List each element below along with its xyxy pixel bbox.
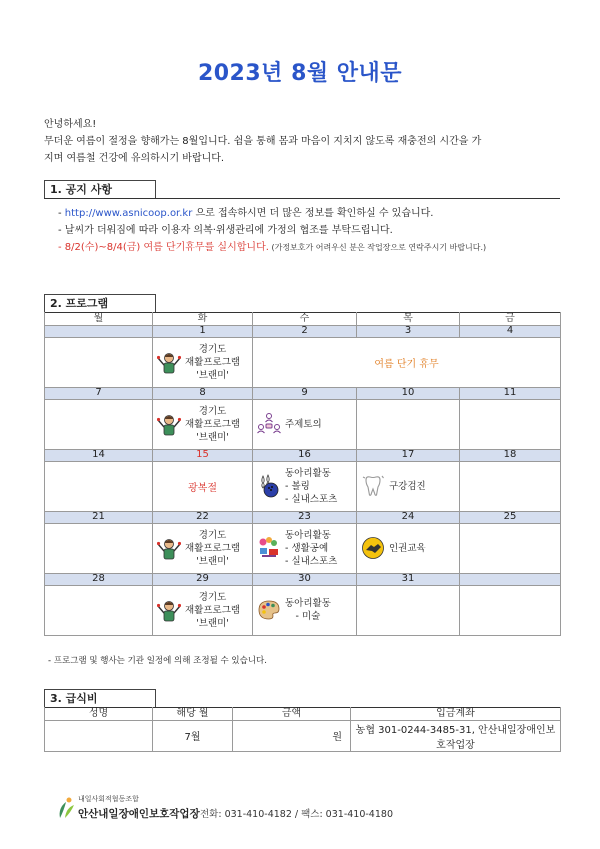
- date: 11: [460, 387, 561, 399]
- column-header: 입금계좌: [351, 707, 561, 720]
- page-title: 2023년 8월 안내문: [197, 61, 403, 86]
- greeting-line: 무더운 여름이 절정을 향해가는 8월입니다. 쉼을 통해 몸과 마음이 지치지 않도록 재충전의 시간을 가: [44, 136, 482, 147]
- bowling-icon: [257, 474, 281, 498]
- cheering-person-icon: [157, 598, 181, 622]
- date: 25: [460, 511, 561, 523]
- weekday: 금: [460, 312, 561, 325]
- event-line: 구강검진: [389, 480, 426, 492]
- event-cell: [253, 461, 357, 511]
- tooth-icon: [361, 474, 385, 498]
- empty-cell: [460, 461, 561, 511]
- month-cell: 7월: [153, 720, 233, 751]
- date: 21: [45, 511, 153, 523]
- empty-cell: [45, 399, 153, 449]
- date: 28: [45, 573, 153, 585]
- event-line: 인권교육: [389, 542, 426, 554]
- notice-break: - 8/2(수)~8/4(금) 여름 단기휴무를 실시합니다.: [58, 242, 269, 253]
- cheering-person-icon: [157, 536, 181, 560]
- cheering-person-icon: [157, 350, 181, 374]
- event-line: 동아리활동: [285, 598, 331, 609]
- notice-list: [58, 205, 568, 256]
- notice-note: (가정보호가 어려우신 분은 작업장으로 연락주시기 바랍니다.): [268, 243, 487, 252]
- notice-item: [58, 205, 568, 222]
- account-cell: 농협 301-0244-3485-31, 안산내일장애인보호작업장: [351, 720, 561, 751]
- program-calendar: [44, 312, 561, 636]
- date: 29: [153, 573, 253, 585]
- event-row: [45, 337, 561, 387]
- empty-cell: [45, 523, 153, 573]
- date: 18: [460, 449, 561, 461]
- event-line: 경기도: [198, 405, 227, 417]
- event-line: 동아리활동: [285, 529, 331, 541]
- event-cell: [357, 461, 460, 511]
- date: 14: [45, 449, 153, 461]
- empty-cell: [357, 399, 460, 449]
- event-cell: [253, 399, 357, 449]
- event-line: - 실내스포츠: [285, 555, 338, 567]
- date-row: [45, 325, 561, 337]
- date: 23: [253, 511, 357, 523]
- event-line: - 실내스포츠: [285, 493, 338, 505]
- event-line: 경기도: [198, 591, 227, 603]
- event-cell: [253, 585, 357, 635]
- date-row: [45, 449, 561, 461]
- date-row: [45, 511, 561, 523]
- date-holiday: 15: [153, 449, 253, 461]
- fee-header-row: [45, 707, 561, 720]
- event-line: '브랜미': [196, 617, 229, 629]
- name-cell: [45, 720, 153, 751]
- event-line: 재활프로그램: [185, 542, 241, 554]
- website-link[interactable]: http://www.asnicoop.or.kr: [64, 208, 193, 219]
- footer: [56, 794, 556, 824]
- empty-cell: [45, 461, 153, 511]
- liberation-day-cell: 광복절: [153, 461, 253, 511]
- date: 22: [153, 511, 253, 523]
- date: 10: [357, 387, 460, 399]
- event-cell: [153, 399, 253, 449]
- date: 24: [357, 511, 460, 523]
- event-line: - 미술: [295, 611, 321, 622]
- date: 31: [357, 573, 460, 585]
- event-line: - 생활공예: [285, 542, 329, 554]
- event-line: - 볼링: [285, 480, 310, 492]
- weekday: 화: [153, 312, 253, 325]
- date: 4: [460, 325, 561, 337]
- leaf-logo-icon: [56, 796, 76, 820]
- event-cell: [253, 523, 357, 573]
- handshake-icon: [361, 536, 385, 560]
- event-line: '브랜미': [196, 555, 229, 567]
- empty-cell: [460, 399, 561, 449]
- org-name: 안산내일장애인보호작업장: [78, 808, 200, 820]
- event-line: 재활프로그램: [185, 356, 241, 368]
- date: 30: [253, 573, 357, 585]
- event-cell: [153, 337, 253, 387]
- group-discussion-icon: [257, 412, 281, 436]
- divider: [44, 198, 560, 199]
- program-footnote: - 프로그램 및 행사는 기관 일정에 의해 조정될 수 있습니다.: [48, 656, 267, 666]
- event-line: 재활프로그램: [185, 604, 241, 616]
- event-row: [45, 461, 561, 511]
- event-line: '브랜미': [196, 431, 229, 443]
- date: 3: [357, 325, 460, 337]
- date: [45, 325, 153, 337]
- date-row: [45, 387, 561, 399]
- date: [460, 573, 561, 585]
- event-row: [45, 399, 561, 449]
- org-coop-name: 내일사회적협동조합: [78, 795, 139, 803]
- event-row: [45, 523, 561, 573]
- notice-item: - 날씨가 더워짐에 따라 이용자 의복·위생관리에 가정의 협조를 부탁드립니다.: [58, 225, 393, 236]
- weekday: 월: [45, 312, 153, 325]
- meal-fee-table: [44, 707, 561, 752]
- event-line: 주제토의: [285, 418, 322, 430]
- column-header: 성명: [45, 707, 153, 720]
- section-heading-meal-fee: 3. 급식비: [44, 689, 156, 708]
- date-row: [45, 573, 561, 585]
- event-line: 동아리활동: [285, 467, 331, 479]
- column-header: 금액: [233, 707, 351, 720]
- empty-cell: [460, 585, 561, 635]
- event-cell: [153, 585, 253, 635]
- amount-cell: 원: [233, 720, 351, 751]
- summer-break-cell: 여름 단기 휴무: [253, 337, 561, 387]
- fee-row: [45, 720, 561, 751]
- greeting: [44, 116, 564, 167]
- event-line: 경기도: [198, 343, 227, 355]
- empty-cell: [45, 585, 153, 635]
- date: 9: [253, 387, 357, 399]
- weekday: 수: [253, 312, 357, 325]
- section-heading-notice: 1. 공지 사항: [44, 180, 156, 199]
- event-cell: [357, 523, 460, 573]
- notice-text: 으로 접속하시면 더 많은 정보를 확인하실 수 있습니다.: [192, 208, 434, 219]
- event-line: 경기도: [198, 529, 227, 541]
- date: 16: [253, 449, 357, 461]
- art-palette-icon: [257, 598, 281, 622]
- event-line: '브랜미': [196, 369, 229, 381]
- greeting-line: 안녕하세요!: [44, 119, 97, 130]
- date: 7: [45, 387, 153, 399]
- empty-cell: [357, 585, 460, 635]
- notice-item: [58, 239, 568, 256]
- greeting-line: 지며 여름철 건강에 유의하시기 바랍니다.: [44, 153, 225, 164]
- event-row: [45, 585, 561, 635]
- cheering-person-icon: [157, 412, 181, 436]
- date: 1: [153, 325, 253, 337]
- weekday: 목: [357, 312, 460, 325]
- event-cell: [153, 523, 253, 573]
- event-line: 재활프로그램: [185, 418, 241, 430]
- notice-prefix: -: [58, 208, 65, 219]
- date: 8: [153, 387, 253, 399]
- weekday-header-row: [45, 312, 561, 325]
- contact-info: 전화: 031-410-4182 / 팩스: 031-410-4180: [200, 809, 393, 820]
- section-heading-program: 2. 프로그램: [44, 294, 156, 313]
- date: 17: [357, 449, 460, 461]
- crafts-icon: [257, 536, 281, 560]
- date: 2: [253, 325, 357, 337]
- empty-cell: [460, 523, 561, 573]
- empty-cell: [45, 337, 153, 387]
- column-header: 해당 월: [153, 707, 233, 720]
